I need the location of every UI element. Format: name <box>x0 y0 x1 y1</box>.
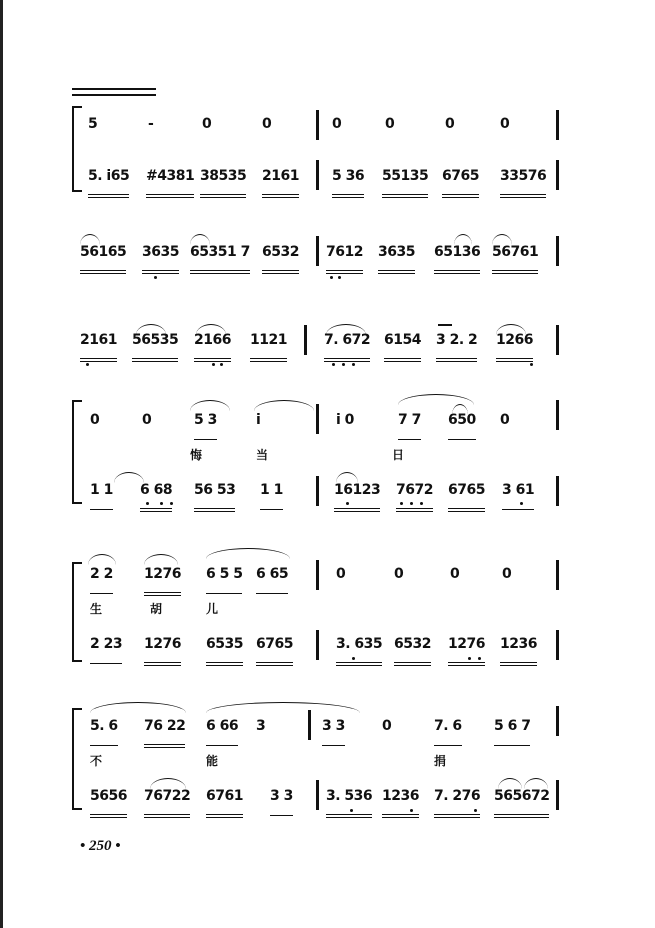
lyric: 不 <box>90 754 103 768</box>
note-group: 3 <box>256 718 266 734</box>
note-group: 2161 <box>80 332 117 362</box>
octave-dot <box>350 809 353 812</box>
note-group: 56 53 <box>194 482 235 512</box>
note-group: 1236 <box>500 636 537 666</box>
upper-row <box>0 566 655 592</box>
octave-dot <box>346 502 349 505</box>
note-group: 6532 <box>394 636 431 666</box>
lyric: 悔 <box>190 448 203 462</box>
note-group: 0 <box>90 412 100 428</box>
note-group: 0 <box>394 566 404 582</box>
note-group: 2 2 <box>90 566 113 594</box>
note-group: 3. 635 <box>336 636 382 666</box>
tie-line <box>72 94 156 96</box>
note-group: 5 3 <box>194 412 217 440</box>
octave-dot <box>146 502 149 505</box>
note-group: 0 <box>142 412 152 428</box>
octave-dot <box>410 809 413 812</box>
octave-dot <box>154 276 157 279</box>
note-group: 3635 <box>142 244 179 274</box>
octave-dot <box>330 276 333 279</box>
lyric: 能 <box>206 754 219 768</box>
lyric: 捐 <box>434 754 447 768</box>
note-group: 5. i65 <box>88 168 129 198</box>
lyric: 生 <box>90 602 103 616</box>
note-group: 0 <box>500 116 510 132</box>
slur <box>190 400 230 411</box>
page-number: • 250 • <box>80 838 121 854</box>
note-group: #4381 <box>146 168 194 198</box>
note-group: 76 22 <box>144 718 185 748</box>
slur <box>88 554 116 565</box>
note-group: 3 2. 2 <box>436 332 477 362</box>
note-group: 7 7 <box>398 412 421 440</box>
note-group: - <box>148 116 154 132</box>
note-group: 0 <box>262 116 272 132</box>
note-group: i 0 <box>336 412 354 428</box>
note-group: 76722 <box>144 788 190 818</box>
note-group: 1236 <box>382 788 419 818</box>
tie-line <box>438 324 452 326</box>
note-group: 2166 <box>194 332 231 362</box>
note-group: 1121 <box>250 332 287 362</box>
note-group: 5656 <box>90 788 127 818</box>
note-group: 650 <box>448 412 476 440</box>
note-group: 7. 6 <box>434 718 462 746</box>
note-group: 1 1 <box>260 482 283 510</box>
octave-dot <box>410 502 413 505</box>
note-group: 5. 6 <box>90 718 118 746</box>
octave-dot <box>520 502 523 505</box>
octave-dot <box>352 657 355 660</box>
upper-row <box>0 116 655 142</box>
octave-dot <box>342 363 345 366</box>
octave-dot <box>170 502 173 505</box>
octave-dot <box>86 363 89 366</box>
note-group: 0 <box>336 566 346 582</box>
lower-row <box>0 636 655 662</box>
slur <box>144 554 178 565</box>
note-group: 2161 <box>262 168 299 198</box>
lower-row <box>0 168 655 194</box>
note-group: 0 <box>450 566 460 582</box>
note-group: 6 66 <box>206 718 238 746</box>
note-group: 1266 <box>496 332 533 362</box>
note-group: 56165 <box>80 244 126 274</box>
note-group: 6 68 <box>140 482 172 512</box>
slur <box>206 548 290 559</box>
note-group: 7. 276 <box>434 788 480 818</box>
note-group: 0 <box>502 566 512 582</box>
slur <box>398 394 474 405</box>
note-group: 3635 <box>378 244 415 274</box>
lower-row <box>0 788 655 814</box>
note-group: 1276 <box>144 636 181 666</box>
octave-dot <box>352 363 355 366</box>
octave-dot <box>212 363 215 366</box>
note-group: 6765 <box>256 636 293 666</box>
lower-row <box>0 482 655 508</box>
note-group: 0 <box>445 116 455 132</box>
note-group: 5 <box>88 116 98 132</box>
octave-dot <box>160 502 163 505</box>
slur <box>90 702 186 713</box>
note-group: 5 6 7 <box>494 718 530 746</box>
slur <box>254 400 314 411</box>
note-group: 65136 <box>434 244 480 274</box>
note-group: 0 <box>202 116 212 132</box>
note-group: 565672 <box>494 788 549 818</box>
note-group: 55135 <box>382 168 428 198</box>
note-group: 6765 <box>448 482 485 512</box>
note-group: 3. 536 <box>326 788 372 818</box>
slur <box>206 702 360 713</box>
note-group: 33576 <box>500 168 546 198</box>
note-group: 1 1 <box>90 482 113 510</box>
octave-dot <box>478 657 481 660</box>
melody-row <box>0 244 655 270</box>
note-group: 1276 <box>144 566 181 596</box>
tie-line <box>72 88 156 90</box>
note-group: 38535 <box>200 168 246 198</box>
note-group: 0 <box>332 116 342 132</box>
note-group: 56761 <box>492 244 538 274</box>
upper-row <box>0 412 655 438</box>
lyric: 当 <box>256 448 269 462</box>
note-group: 16123 <box>334 482 380 512</box>
note-group: 7672 <box>396 482 433 512</box>
note-group: 65351 7 <box>190 244 250 274</box>
note-group: 6154 <box>384 332 421 362</box>
note-group: 3 3 <box>270 788 293 816</box>
note-group: 6 5 5 <box>206 566 242 594</box>
octave-dot <box>474 809 477 812</box>
note-group: 3 61 <box>502 482 534 510</box>
upper-row <box>0 718 655 744</box>
octave-dot <box>468 657 471 660</box>
lyric: 儿 <box>206 602 219 616</box>
note-group: 0 <box>385 116 395 132</box>
note-group: 7. 672 <box>324 332 370 362</box>
note-group: 7612 <box>326 244 363 274</box>
note-group: 5 36 <box>332 168 364 198</box>
octave-dot <box>530 363 533 366</box>
octave-dot <box>332 363 335 366</box>
melody-row <box>0 332 655 358</box>
octave-dot <box>420 502 423 505</box>
note-group: 3 3 <box>322 718 345 746</box>
note-group: 6532 <box>262 244 299 274</box>
note-group: 56535 <box>132 332 178 362</box>
note-group: 6761 <box>206 788 243 818</box>
note-group: 1276 <box>448 636 485 666</box>
note-group: 0 <box>382 718 392 734</box>
lyric: 日 <box>392 448 405 462</box>
note-group: 6 65 <box>256 566 288 594</box>
octave-dot <box>220 363 223 366</box>
octave-dot <box>400 502 403 505</box>
note-group: 6765 <box>442 168 479 198</box>
octave-dot <box>338 276 341 279</box>
note-group: 0 <box>500 412 510 428</box>
note-group: 6535 <box>206 636 243 666</box>
note-group: i <box>256 412 261 428</box>
lyric: 胡 <box>150 602 163 616</box>
note-group: 2 23 <box>90 636 122 664</box>
